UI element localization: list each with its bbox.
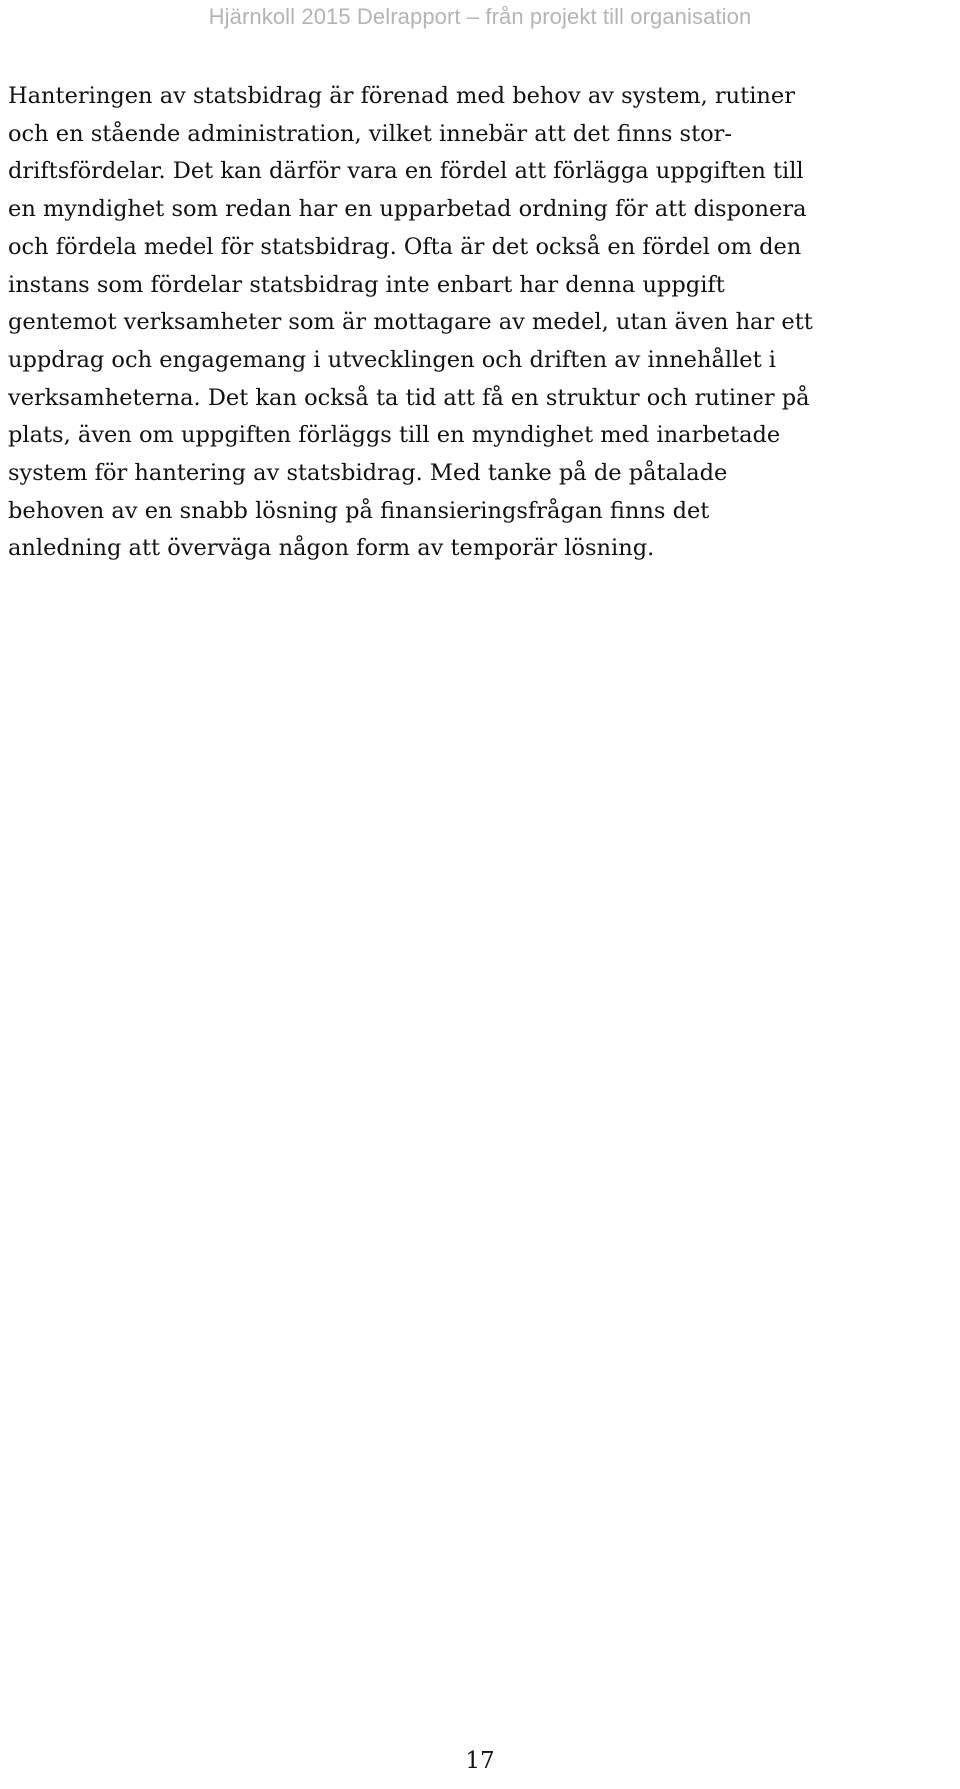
- paragraph-line: och en stående administration, vilket innebär att det finns stor-: [8, 120, 733, 147]
- paragraph-line: en myndighet som redan har en upparbetad ordning för att disponera: [8, 196, 807, 223]
- paragraph-line: anledning att överväga någon form av temporär lösning.: [8, 535, 655, 562]
- paragraph-line: plats, även om uppgiften förläggs till en myndighet med inarbetade: [8, 422, 781, 449]
- paragraph-line: och fördela medel för statsbidrag. Ofta är det också en fördel om den: [8, 233, 802, 260]
- paragraph-line: instans som fördelar statsbidrag inte enbart har denna uppgift: [8, 271, 725, 298]
- paragraph-line: verksamheterna. Det kan också ta tid att få en struktur och rutiner på: [8, 384, 810, 411]
- page-number: 17: [465, 1748, 495, 1774]
- running-header: Hjärnkoll 2015 Delrapport – från projekt till organisation: [208, 4, 752, 29]
- paragraph-line: driftsfördelar. Det kan därför vara en fördel att förlägga uppgiften till: [8, 158, 804, 185]
- paragraph-line: Hanteringen av statsbidrag är förenad med behov av system, rutiner: [8, 83, 795, 109]
- paragraph-line: uppdrag och engagemang i utvecklingen och driften av innehållet i: [8, 346, 776, 373]
- paragraph-line: gentemot verksamheter som är mottagare av medel, utan även har ett: [8, 309, 813, 336]
- paragraph-line: system för hantering av statsbidrag. Med tanke på de påtalade: [8, 460, 728, 487]
- body-paragraph: [8, 78, 956, 568]
- paragraph-line: behoven av en snabb lösning på finansieringsfrågan finns det: [8, 497, 710, 524]
